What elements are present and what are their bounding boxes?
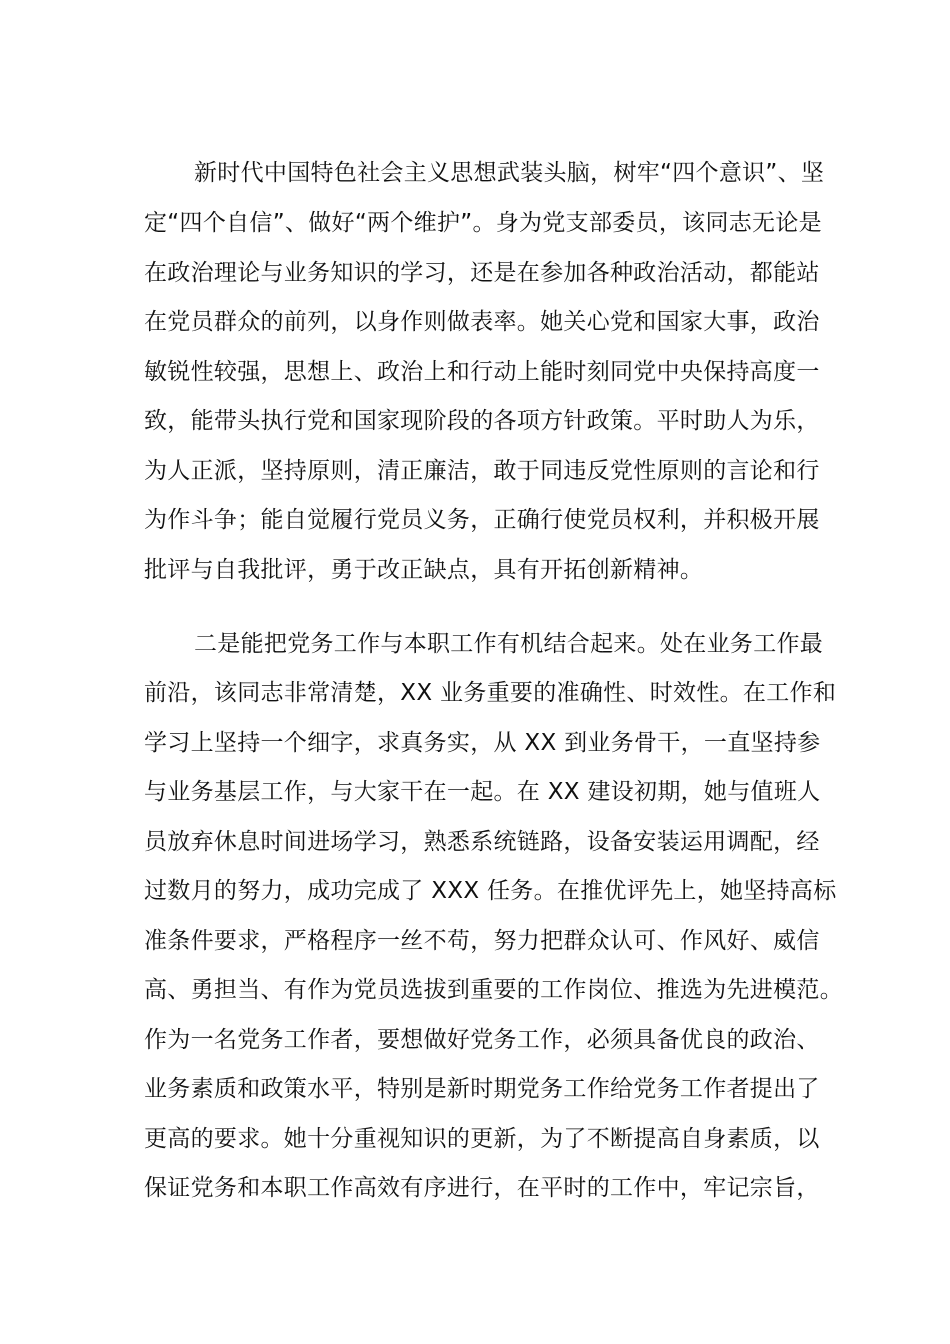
paragraph-1-line-5: 敏锐性较强，思想上、政治上和行动上能时刻同党中央保持高度一	[144, 359, 820, 385]
paragraph-1-line-9: 批评与自我批评，勇于改正缺点，具有开拓创新精神。	[144, 557, 704, 583]
paragraph-2-line-5: 员放弃休息时间进场学习，熟悉系统链路，设备安装运用调配，经	[144, 829, 820, 855]
paragraph-1-line-4: 在党员群众的前列，以身作则做表率。她关心党和国家大事，政治	[144, 309, 820, 335]
paragraph-1-line-6: 致，能带头执行党和国家现阶段的各项方针政策。平时助人为乐，	[144, 408, 820, 434]
paragraph-2-line-6: 过数月的努力，成功完成了 XXX 任务。在推优评先上，她坚持高标	[144, 878, 837, 904]
paragraph-2-line-9: 作为一名党务工作者，要想做好党务工作，必须具备优良的政治、	[144, 1027, 820, 1053]
paragraph-2-line-3: 学习上坚持一个细字，求真务实，从 XX 到业务骨干，一直坚持参	[144, 730, 821, 756]
paragraph-1-line-3: 在政治理论与业务知识的学习，还是在参加各种政治活动，都能站	[144, 260, 820, 286]
paragraph-2-line-10: 业务素质和政策水平，特别是新时期党务工作给党务工作者提出了	[144, 1076, 820, 1102]
paragraph-2-line-2: 前沿，该同志非常清楚，XX 业务重要的准确性、时效性。在工作和	[144, 680, 837, 706]
paragraph-2-line-8: 高、勇担当、有作为党员选拔到重要的工作岗位、推选为先进模范。	[144, 977, 843, 1003]
paragraph-1-line-1: 新时代中国特色社会主义思想武装头脑，树牢“四个意识”、坚	[194, 160, 825, 186]
paragraph-2-line-12: 保证党务和本职工作高效有序进行，在平时的工作中，牢记宗旨，	[144, 1175, 820, 1201]
paragraph-1-line-7: 为人正派，坚持原则，清正廉洁，敢于同违反党性原则的言论和行	[144, 458, 820, 484]
paragraph-1-line-8: 为作斗争；能自觉履行党员义务，正确行使党员权利，并积极开展	[144, 507, 820, 533]
paragraph-2-line-7: 准条件要求，严格程序一丝不苟，努力把群众认可、作风好、威信	[144, 928, 820, 954]
paragraph-2-line-1: 二是能把党务工作与本职工作有机结合起来。处在业务工作最	[194, 631, 824, 657]
paragraph-2-line-11: 更高的要求。她十分重视知识的更新，为了不断提高自身素质，以	[144, 1126, 820, 1152]
paragraph-2-line-4: 与业务基层工作，与大家干在一起。在 XX 建设初期，她与值班人	[144, 779, 821, 805]
paragraph-1-line-2: 定“四个自信”、做好“两个维护”。身为党支部委员，该同志无论是	[144, 210, 822, 236]
